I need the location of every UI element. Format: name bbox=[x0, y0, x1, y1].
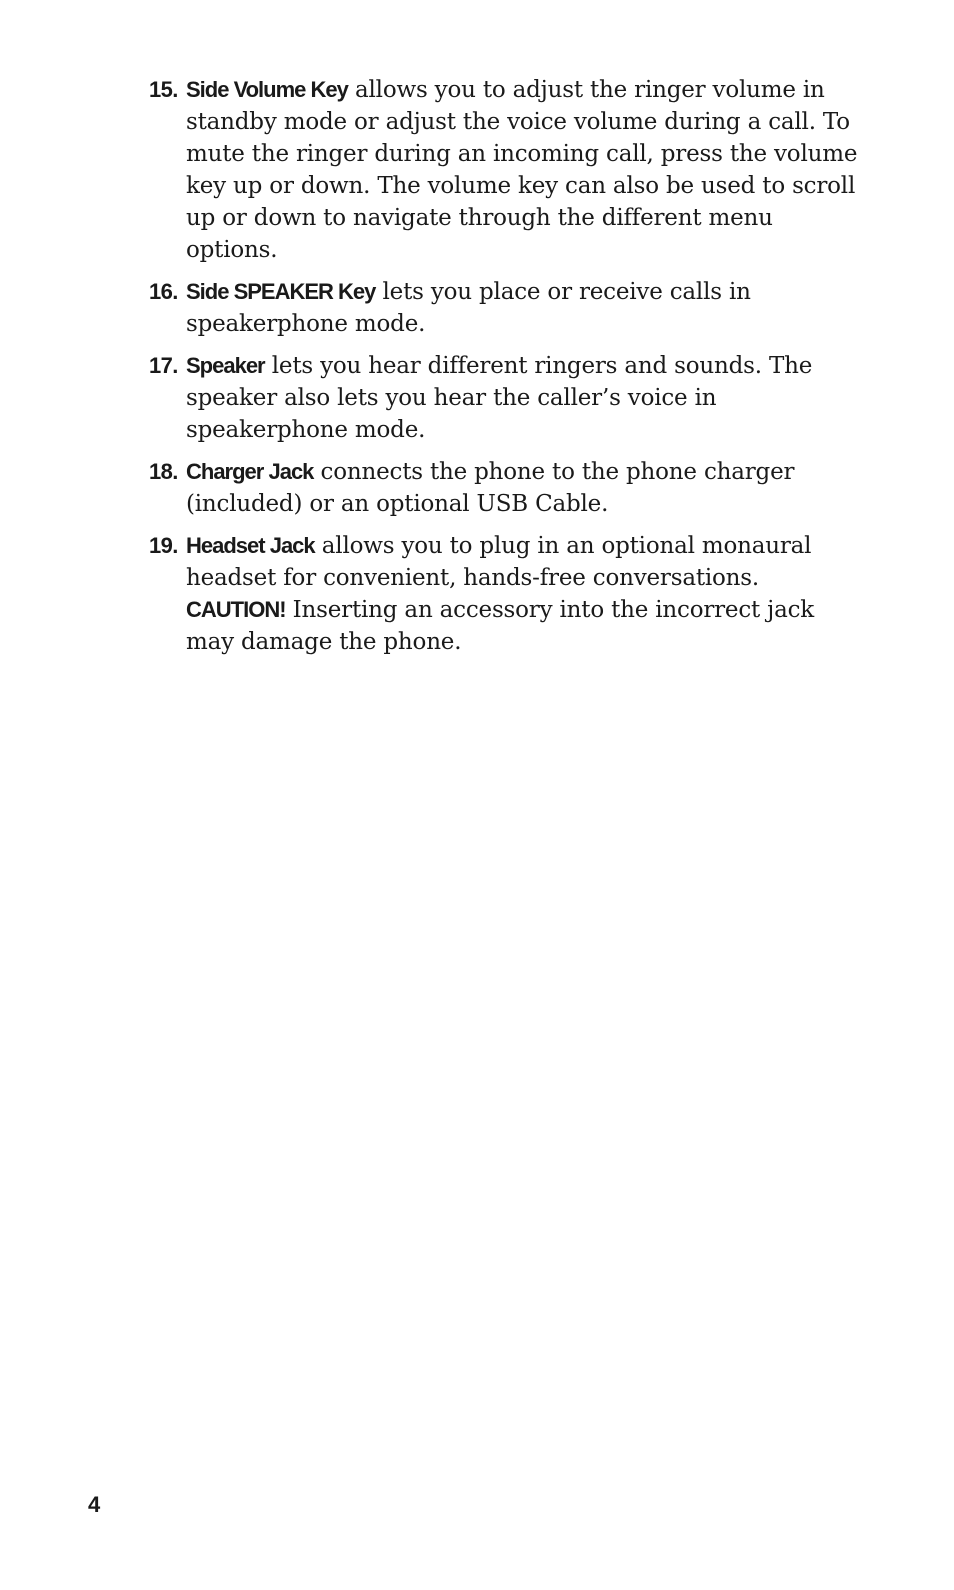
item-number: 18. bbox=[149, 459, 178, 484]
item-number: 16. bbox=[149, 279, 178, 304]
item-description: allows you to plug in an optional monaural headset for convenient, hands-free conversations. bbox=[186, 533, 812, 591]
item-term: Speaker bbox=[186, 353, 265, 378]
item-description: connects the phone to the phone charger (included) or an optional USB Cable. bbox=[186, 459, 795, 517]
item-term: Charger Jack bbox=[186, 459, 314, 484]
list-item bbox=[149, 350, 869, 446]
list-item bbox=[149, 74, 869, 266]
list-item bbox=[149, 530, 869, 658]
page-number: 4 bbox=[88, 1492, 101, 1517]
item-term: Side SPEAKER Key bbox=[186, 279, 376, 304]
item-description: lets you place or receive calls in speakerphone mode. bbox=[186, 279, 751, 337]
caution-note bbox=[186, 594, 869, 658]
list-item bbox=[149, 276, 869, 340]
item-number: 19. bbox=[149, 533, 178, 558]
item-term: Headset Jack bbox=[186, 533, 315, 558]
list-item bbox=[149, 456, 869, 520]
caution-text: Inserting an accessory into the incorrect jack may damage the phone. bbox=[186, 597, 815, 655]
item-number: 17. bbox=[149, 353, 178, 378]
caution-label: CAUTION! bbox=[186, 597, 286, 622]
item-number: 15. bbox=[149, 77, 178, 102]
item-description: lets you hear different ringers and sounds. The speaker also lets you hear the caller’s voice in speakerphone mode. bbox=[186, 353, 813, 443]
item-term: Side Volume Key bbox=[186, 77, 348, 102]
feature-list bbox=[149, 74, 869, 668]
item-description: allows you to adjust the ringer volume in standby mode or adjust the voice volume during a call. To mute the ringer during an incoming call, press the volume key up or down. The volume key can also be used to scroll up or down to navigate through the different menu options. bbox=[186, 77, 858, 263]
